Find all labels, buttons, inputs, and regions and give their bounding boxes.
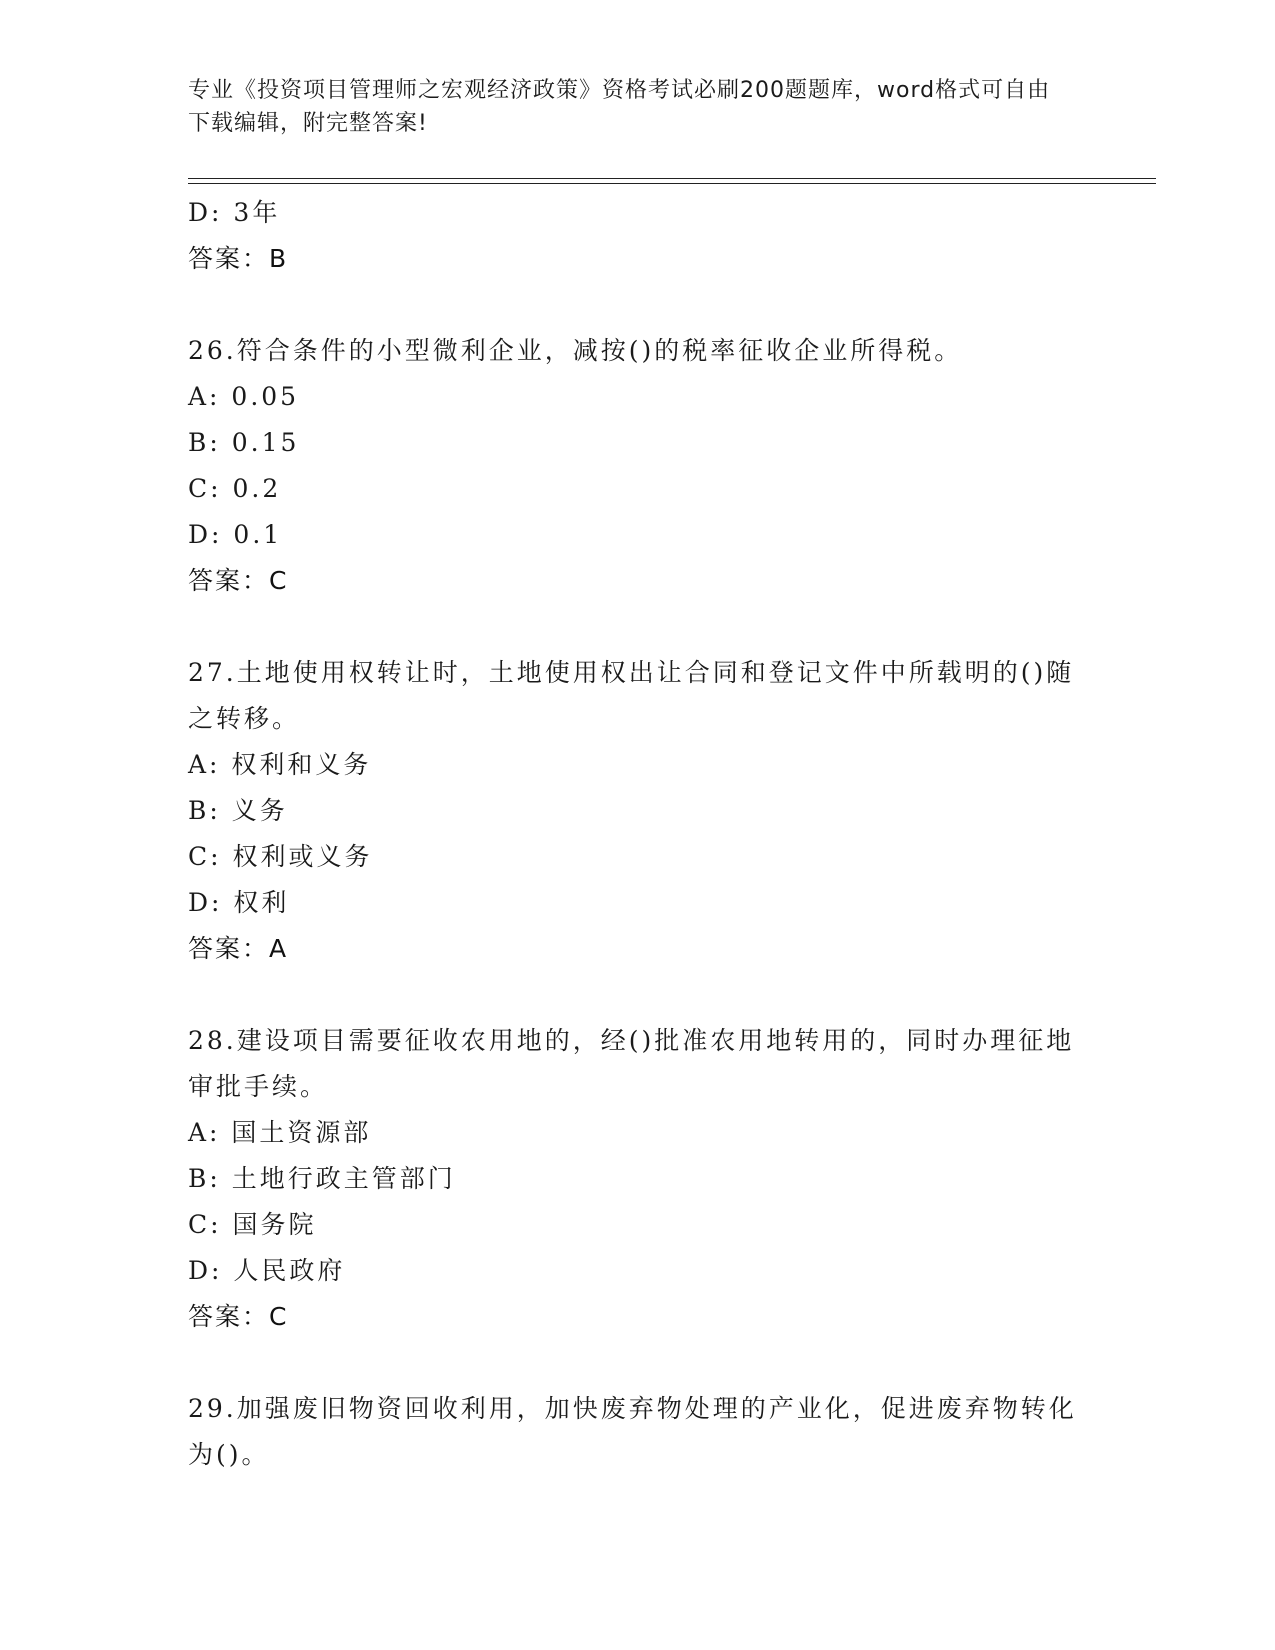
answer-line: 答案：A [188,934,289,963]
question-text: 28.建设项目需要征收农用地的，经()批准农用地转用的，同时办理征地审批手续。 [188,1026,1075,1101]
question-text: 26.符合条件的小型微利企业，减按()的税率征收企业所得税。 [188,336,963,365]
option-c: C: 0.2 [188,474,282,503]
question-list [188,190,1088,1478]
question-item [188,328,1088,604]
option-b: B: 0.15 [188,428,300,457]
option-c: C: 权利或义务 [188,842,373,871]
question-text: 29.加强废旧物资回收利用，加快废弃物处理的产业化，促进废弃物转化为()。 [188,1394,1077,1469]
header-divider-bottom [188,183,1156,184]
option-a: A: 国土资源部 [188,1118,372,1147]
option-d: D: 权利 [188,888,290,917]
answer-line: 答案：C [188,566,289,595]
answer-line: 答案：C [188,1302,289,1331]
option-a: A: 0.05 [188,382,300,411]
header-divider-top [188,178,1156,179]
question-item [188,650,1088,972]
option-b: B: 义务 [188,796,288,825]
option-a: A: 权利和义务 [188,750,372,779]
question-item [188,1018,1088,1340]
document-header: 专业《投资项目管理师之宏观经济政策》资格考试必刷200题题库，word格式可自由下载编辑，附完整答案! [188,78,1051,136]
question-text: 27.土地使用权转让时，土地使用权出让合同和登记文件中所载明的()随之转移。 [188,658,1075,733]
option-d: D: 3年 [188,198,281,227]
option-b: B: 土地行政主管部门 [188,1164,456,1193]
option-d: D: 0.1 [188,520,283,549]
answer-line: 答案：B [188,244,289,273]
question-item [188,1386,1088,1478]
option-d: D: 人民政府 [188,1256,346,1285]
option-c: C: 国务院 [188,1210,317,1239]
